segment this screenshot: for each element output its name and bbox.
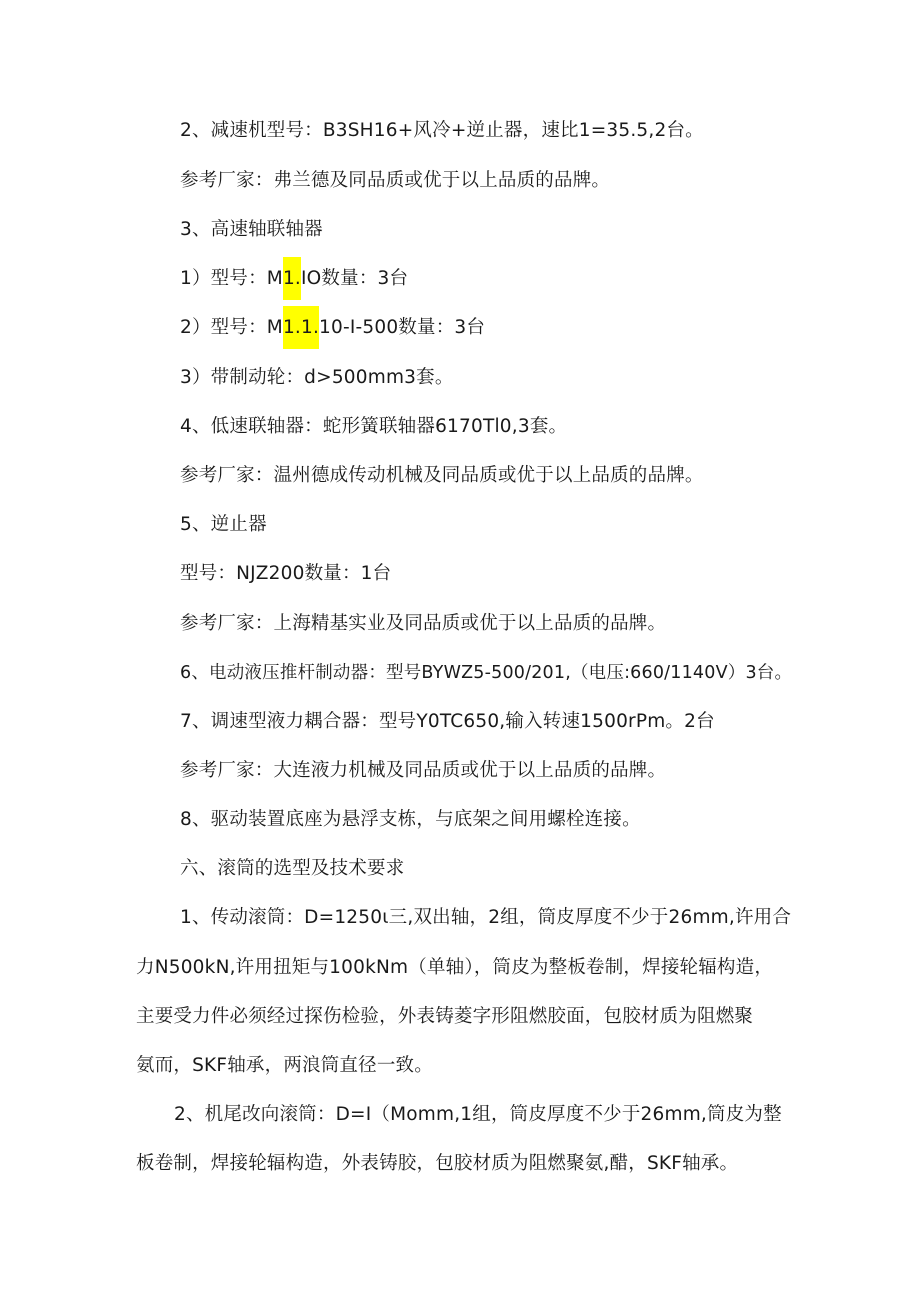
text-line: 7、调速型液力耦合器：型号Y0TC650,输入转速1500rPm。2台 [180, 711, 715, 732]
text-line: 氨而，SKF轴承，两浪筒直径一致。 [136, 1055, 433, 1076]
text-line: 3）带制动轮：d>500mm3套。 [180, 367, 454, 388]
text-line: 参考厂家：温州德成传动机械及同品质或优于以上品质的品牌。 [180, 465, 704, 486]
highlighted-text: 1.1. [283, 306, 319, 349]
text-line: 1、传动滚筒：D=1250ι三,双出轴，2组，筒皮厚度不少于26mm,许用合 [180, 907, 792, 928]
text-line: 3、高速轴联轴器 [180, 219, 323, 240]
text-line: 6、电动液压推杆制动器：型号BYWZ5-500/201,（电压:660/1140V）3台。 [180, 663, 793, 683]
highlighted-text: 1. [283, 257, 301, 300]
text-line: 5、逆止器 [180, 514, 267, 535]
text-line: 参考厂家：弗兰德及同品质或优于以上品质的品牌。 [180, 170, 611, 191]
text-segment: IO数量：3台 [301, 268, 409, 289]
text-segment: 1）型号：M [180, 268, 283, 289]
text-line: 4、低速联轴器：蛇形簧联轴器6170Tl0,3套。 [180, 416, 568, 437]
text-segment: 2）型号：M [180, 317, 283, 338]
text-line [180, 315, 485, 341]
text-line: 主要受力件必须经过探伤检验，外表铸菱字形阻燃胶面，包胶材质为阻燃聚 [136, 1006, 754, 1027]
section-heading: 六、滚筒的选型及技术要求 [180, 858, 405, 879]
text-line: 2、机尾改向滚筒：D=I（Momm,1组，筒皮厚度不少于26mm,筒皮为整 [174, 1104, 782, 1125]
text-line [180, 266, 408, 292]
text-line: 8、驱动装置底座为悬浮支栋，与底架之间用螺栓连接。 [180, 809, 641, 830]
text-line: 参考厂家：上海精基实业及同品质或优于以上品质的品牌。 [180, 613, 667, 634]
text-line: 型号：NJZ200数量：1台 [180, 563, 392, 584]
text-line: 板卷制，焊接轮辐构造，外表铸胶，包胶材质为阻燃聚氨,醋，SKF轴承。 [136, 1153, 739, 1174]
text-line: 力N500kN,许用扭矩与100kNm（单轴），筒皮为整板卷制，焊接轮辐构造， [136, 957, 774, 978]
text-line: 2、减速机型号：B3SH16+风冷+逆止器，速比1=35.5,2台。 [180, 120, 704, 141]
text-line: 参考厂家：大连液力机械及同品质或优于以上品质的品牌。 [180, 760, 667, 781]
text-segment: 10-I-500数量：3台 [319, 317, 486, 338]
